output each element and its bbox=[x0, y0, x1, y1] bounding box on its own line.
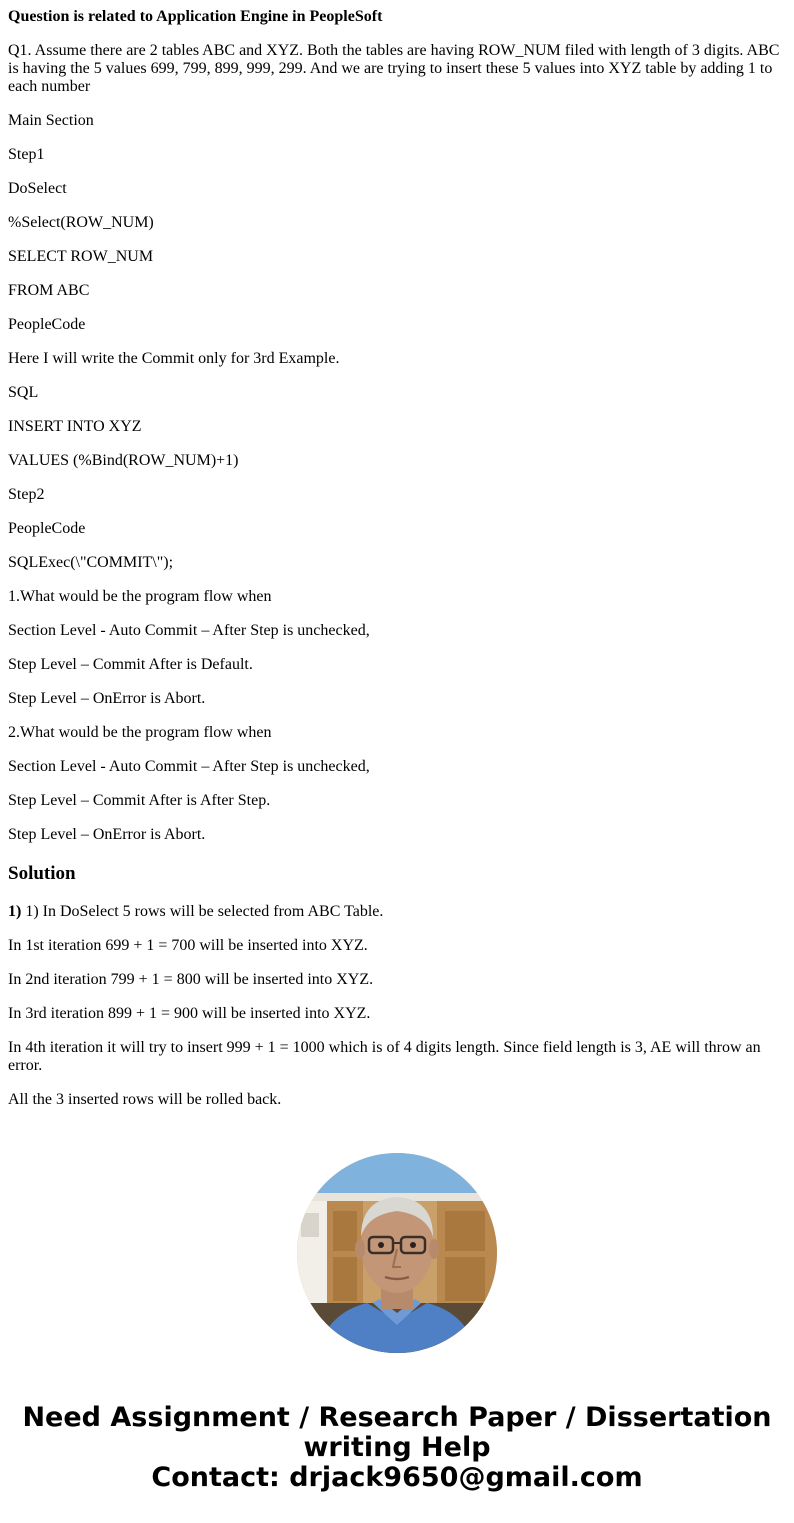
question-line: Step Level – Commit After is Default. bbox=[8, 656, 253, 673]
question-line: Section Level - Auto Commit – After Step is unchecked, bbox=[8, 622, 370, 639]
solution-number: 1) bbox=[8, 903, 22, 920]
question-line: PeopleCode bbox=[8, 520, 86, 537]
banner-line-1: Need Assignment / Research Paper / Dissertation bbox=[22, 1402, 772, 1433]
solution-line: All the 3 inserted rows will be rolled back. bbox=[8, 1091, 282, 1108]
question-line: %Select(ROW_NUM) bbox=[8, 214, 154, 231]
question-line: FROM ABC bbox=[8, 282, 90, 299]
author-photo bbox=[297, 1153, 497, 1353]
question-line: Step Level – Commit After is After Step. bbox=[8, 792, 271, 809]
question-line: Step Level – OnError is Abort. bbox=[8, 690, 206, 707]
question-line: DoSelect bbox=[8, 180, 67, 197]
question-line: Section Level - Auto Commit – After Step is unchecked, bbox=[8, 758, 370, 775]
question-line: VALUES (%Bind(ROW_NUM)+1) bbox=[8, 452, 239, 469]
question-line: SQLExec(\"COMMIT\"); bbox=[8, 554, 174, 571]
solution-heading: Solution bbox=[8, 863, 76, 884]
solution-first-line bbox=[8, 903, 383, 921]
question-line: SELECT ROW_NUM bbox=[8, 248, 154, 265]
question-line: Here I will write the Commit only for 3rd Example. bbox=[8, 350, 340, 367]
solution-line: In 3rd iteration 899 + 1 = 900 will be inserted into XYZ. bbox=[8, 1005, 371, 1022]
author-avatar bbox=[297, 1153, 497, 1353]
question-intro: Q1. Assume there are 2 tables ABC and XYZ. Both the tables are having ROW_NUM filed with length of 3 digits. ABC is having the 5 values 699, 799, 899, 999, 299. And we are trying to insert these 5 values into XYZ table by adding 1 to each number bbox=[8, 42, 780, 95]
question-line: PeopleCode bbox=[8, 316, 86, 333]
solution-line: In 1st iteration 699 + 1 = 700 will be inserted into XYZ. bbox=[8, 937, 368, 954]
banner-contact-line: Contact: drjack9650@gmail.com bbox=[151, 1462, 643, 1493]
question-title: Question is related to Application Engine in PeopleSoft bbox=[8, 8, 383, 25]
question-line: 2.What would be the program flow when bbox=[8, 724, 272, 741]
question-line: Step Level – OnError is Abort. bbox=[8, 826, 206, 843]
solution-line: In 4th iteration it will try to insert 999 + 1 = 1000 which is of 4 digits length. Since field length is 3, AE will throw an error. bbox=[8, 1039, 761, 1074]
question-line: Step2 bbox=[8, 486, 45, 503]
question-line: Main Section bbox=[8, 112, 94, 129]
question-line: SQL bbox=[8, 384, 39, 401]
question-line: 1.What would be the program flow when bbox=[8, 588, 272, 605]
solution-first-text: 1) In DoSelect 5 rows will be selected from ABC Table. bbox=[21, 903, 384, 920]
contact-banner bbox=[0, 1403, 794, 1493]
question-line: INSERT INTO XYZ bbox=[8, 418, 142, 435]
solution-line: In 2nd iteration 799 + 1 = 800 will be inserted into XYZ. bbox=[8, 971, 374, 988]
question-line: Step1 bbox=[8, 146, 45, 163]
banner-line-2: writing Help bbox=[303, 1432, 491, 1463]
